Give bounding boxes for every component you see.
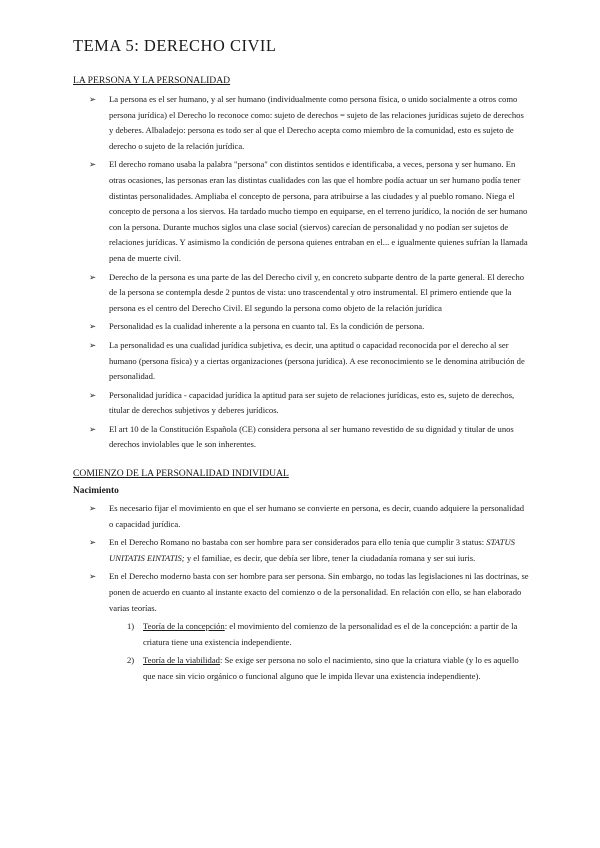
document-page (73, 36, 529, 699)
bullet-list-nacimiento (73, 501, 529, 616)
section-persona (73, 74, 529, 453)
list-item: ➢ Derecho de la persona es una parte de las del Derecho civil y, en concreto subparte dentro de la parte general. El derecho de la persona se contempla desde 2 puntos de vista: uno trascendental y otro instrumental. El primero entiende que la persona es el centro del Derecho Civil. El segundo la persona como objeto de la relación jurídica (89, 271, 525, 313)
list-item: ➢ Personalidad es la cualidad inherente a la persona en cuanto tal. Es la condición de persona. (73, 319, 529, 335)
arrow-bullet-icon: ➢ (89, 389, 97, 400)
page-title: TEMA 5: DERECHO CIVIL (73, 36, 277, 55)
section-comienzo (73, 467, 529, 685)
arrow-bullet-icon: ➢ (89, 537, 97, 548)
theories-list (73, 619, 529, 684)
arrow-bullet-icon: ➢ (89, 503, 97, 514)
theory-number: 1) (127, 621, 135, 632)
arrow-bullet-icon: ➢ (89, 94, 97, 104)
subheading-nacimiento: Nacimiento (73, 486, 119, 497)
arrow-bullet-icon: ➢ (89, 271, 97, 282)
theory-item: 1) Teoría de la concepción: el movimiento del comienzo de la personalidad es el de la concepción: a partir de la criatura tiene una existencia independiente. (127, 621, 518, 647)
bullet-list-persona (73, 92, 529, 453)
theory-number: 2) (127, 655, 135, 666)
list-item: ➢ El derecho romano usaba la palabra "persona" con distintos sentidos e identificaba, a veces, persona y ser humano. En otras ocasiones, las personas eran las distintas cualidades con las que el hombre podía actuar un ser humano podía tener distintas personalidades. Ampliaba el concepto de persona, para atribuirse a las ciudades y al pueblo romano. Niega el concepto de persona a los siervos. Ha tardado mucho tiempo en equiparse, en el terreno jurídico, la noción de ser humano con la persona. Durante muchos siglos una clase social (siervos) carecían de personalidad y no podían ser sujetos de relaciones jurídicas. Y asimismo la condición de persona quienes entraban en el... e igualmente quienes sufrían la llamada pena de muerte civil. (89, 159, 528, 263)
theory-name: Teoría de la viabilidad (143, 655, 220, 666)
section-heading-comienzo: COMIENZO DE LA PERSONALIDAD INDIVIDUAL (73, 468, 289, 480)
list-item: ➢ El art 10 de la Constitución Española (CE) considera persona al ser humano revestido de su dignidad y titular de unos derechos inviolables que le son inherentes. (89, 423, 514, 450)
arrow-bullet-icon: ➢ (89, 571, 97, 582)
arrow-bullet-icon: ➢ (89, 321, 97, 332)
list-item: ➢ En el Derecho Romano no bastaba con ser hombre para ser considerados para ello tenía que cumplir 3 status: STATUS UNITATIS EINTATIS; y el familiae, es decir, que debía ser libre, tener la ciudadanía romana y ser sui iuris. (89, 537, 515, 563)
list-item: ➢ Personalidad jurídica - capacidad jurídica la aptitud para ser sujeto de relaciones jurídicas, esto es, sujeto de derechos, titular de derechos subjetivos y deberes jurídicos. (89, 389, 515, 416)
theory-item: 2) Teoría de la viabilidad: Se exige ser persona no solo el nacimiento, sino que la criatura viable (y lo es aquello que nace sin vicio orgánico o funcional alguno que le impida llevar una existencia independiente). (127, 655, 519, 681)
list-item: ➢ La personalidad es una cualidad jurídica subjetiva, es decir, una aptitud o capacidad reconocida por el derecho al ser humano (persona física) y a ciertas organizaciones (persona jurídica). A ese reconocimiento se le denomina atribución de personalidad. (89, 339, 525, 382)
arrow-bullet-icon: ➢ (89, 423, 97, 434)
list-item: ➢ Es necesario fijar el movimiento en que el ser humano se convierte en persona, es decir, cuando adquiere la personalidad o capacidad jurídica. (89, 503, 525, 529)
theory-name: Teoría de la concepción (143, 621, 225, 632)
list-item: ➢ En el Derecho moderno basta con ser hombre para ser persona. Sin embargo, no todas las legislaciones ni las doctrinas, se ponen de acuerdo en cuanto al instante exacto del comienzo o de la personalidad. En relación con ello, se han elaborado varias teorías. (89, 571, 529, 613)
list-item: ➢ La persona es el ser humano, y al ser humano (individualmente como persona física, o unido socialmente a otros como persona jurídica) el Derecho lo reconoce como: sujeto de derechos = sujeto de las relaciones jurídicas sujeto de derechos y deberes. Albaladejo: persona es todo ser al que el Derecho acepta como miembro de la comunidad, esto es sujeto de derecho o sujeto de la relación jurídica. (89, 94, 524, 151)
arrow-bullet-icon: ➢ (89, 339, 97, 350)
section-heading-persona: LA PERSONA Y LA PERSONALIDAD (73, 75, 231, 86)
arrow-bullet-icon: ➢ (89, 159, 97, 170)
status-term: STATUS UNITATIS EINTATIS; (109, 537, 515, 563)
